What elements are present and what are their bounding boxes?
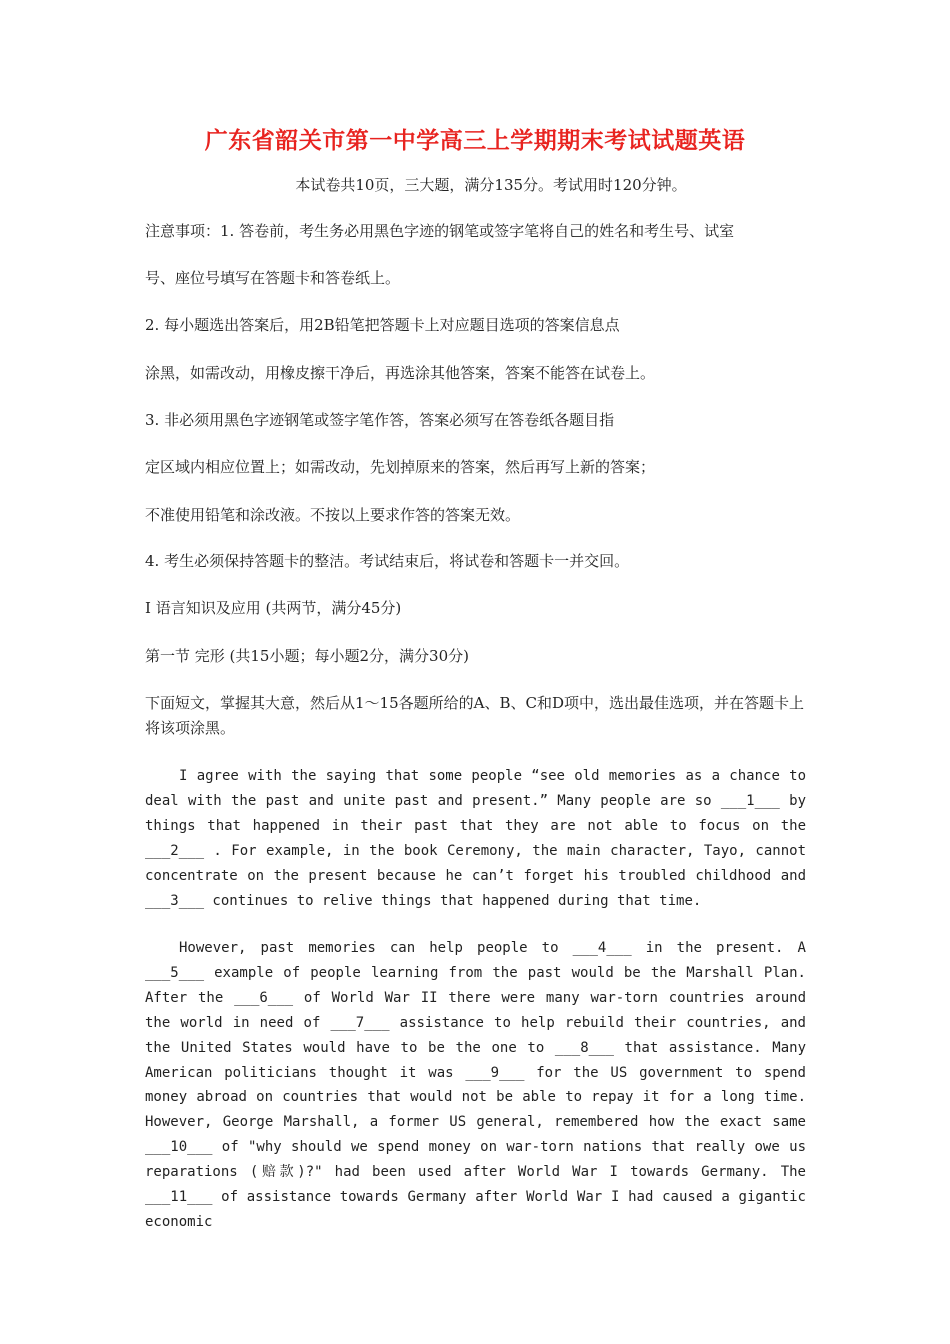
exam-title: 广东省韶关市第一中学高三上学期期末考试试题英语 [204, 127, 746, 154]
note-line-4: 涂黑，如需改动，用橡皮擦干净后，再选涂其他答案，答案不能答在试卷上。 [145, 364, 656, 382]
note-line-7: 不准使用铅笔和涂改液。不按以上要求作答的答案无效。 [145, 506, 521, 524]
note-line-6: 定区域内相应位置上；如需改动，先划掉原来的答案，然后再写上新的答案； [145, 458, 656, 476]
section-instructions: 下面短文，掌握其大意，然后从1～15各题所给的A、B、C和D项中，选出最佳选项，并在答题卡上将该项涂黑。 [145, 694, 804, 737]
section-one-heading: 第一节 完形 (共15小题；每小题2分，满分30分) [145, 647, 469, 665]
note-line-8: 4. 考生必须保持答题卡的整洁。考试结束后，将试卷和答题卡一并交回。 [145, 552, 630, 570]
passage-paragraph-2: However, past memories can help people to ___4___ in the present. A ___5___ example of people learning from the past would be the Marshall Plan. After the ___6___ of World War II there were many war-torn countries around the world in need of ___7___ assistance to help rebuild their countries, and the United States would have to be the one to ___8___ that assistance. Many American politicians thought it was ___9___ for the US government to spend money abroad on countries that would not be able to repay it for a long time. However, George Marshall, a former US general, remembered how the exact same ___10___ of "why should we spend money on war-torn nations that really owe us reparations (赔款)?" had been used after World War I towards Germany. The ___11___ of assistance towards Germany after World War I had caused a gigantic economic [145, 940, 806, 1230]
note-line-1: 注意事项：1. 答卷前，考生务必用黑色字迹的钢笔或签字笔将自己的姓名和考生号、试室 [145, 222, 735, 240]
passage-paragraph-1: I agree with the saying that some people “see old memories as a chance to deal with the past and unite past and present.” Many people are so ___1___ by things that happened in their past that they are not able to focus on the ___2___ . For example, in the book Ceremony, the main character, Tayo, cannot concentrate on the present because he can’t forget his troubled childhood and ___3___ continues to relive things that happened during that time. [145, 768, 806, 909]
note-line-5: 3. 非必须用黑色字迹钢笔或签字笔作答，答案必须写在答卷纸各题目指 [145, 411, 615, 429]
note-line-3: 2. 每小题选出答案后，用2B铅笔把答题卡上对应题目选项的答案信息点 [145, 316, 620, 334]
part-one-heading: I 语言知识及应用 (共两节，满分45分) [145, 599, 402, 617]
note-line-2: 号、座位号填写在答题卡和答卷纸上。 [145, 269, 401, 287]
exam-subtitle: 本试卷共10页，三大题，满分135分。考试用时120分钟。 [295, 176, 687, 194]
